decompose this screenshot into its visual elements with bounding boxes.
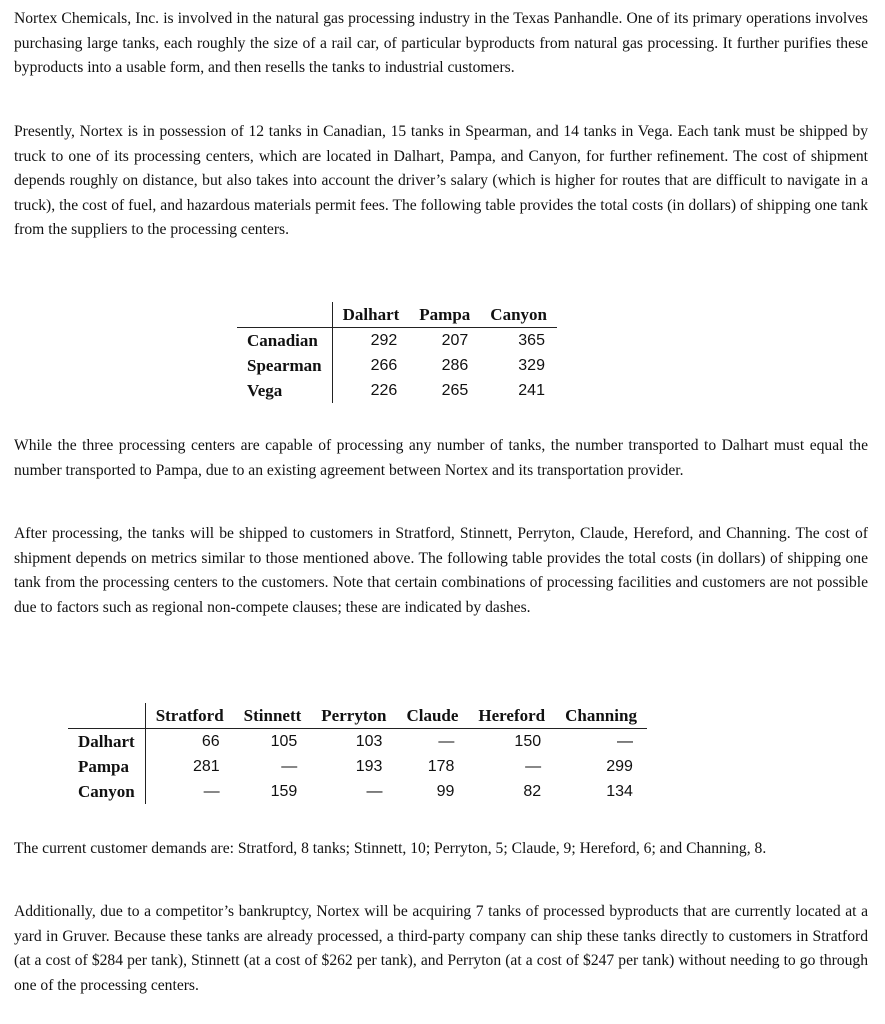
table-cell: 241 — [518, 382, 545, 399]
row-header: Canadian — [237, 328, 332, 354]
table-cell: — — [203, 783, 220, 800]
table-cell: 226 — [370, 382, 398, 399]
table-cell: 103 — [355, 733, 383, 750]
table-row — [237, 328, 557, 354]
column-header: Hereford — [468, 703, 555, 729]
table-cell: — — [281, 758, 298, 775]
table-cell: 193 — [355, 758, 383, 775]
row-header: Spearman — [237, 353, 332, 378]
paragraph-gruver: Additionally, due to a competitor’s bankruptcy, Nortex will be acquiring 7 tanks of processed byproducts that are currently located at a yard in Gruver. Because these tanks are already processed, a third-party company can ship these tanks directly to customers in Stratford (at a cost of $284 per tank), Stinnett (at a cost of $262 per tank), and Perryton (at a cost of $247 per tank) without needing to go through one of the processing centers. — [14, 903, 868, 994]
table-row — [68, 729, 647, 755]
table-corner — [237, 302, 332, 328]
table-cell: 286 — [441, 357, 469, 374]
table-cell: 292 — [370, 332, 398, 349]
table-cell: — — [616, 733, 633, 750]
column-header: Stratford — [145, 703, 233, 729]
row-header: Vega — [237, 378, 332, 403]
table-cell: 365 — [518, 332, 545, 349]
table-corner — [68, 703, 145, 729]
paragraph-customers: After processing, the tanks will be shipped to customers in Stratford, Stinnett, Perryton, Claude, Hereford, and Channing. The cost of shipment depends on metrics similar to those mentioned above. The following table provides the total costs (in dollars) of shipping one tank from the processing centers to the customers. Note that certain combinations of processing facilities and customers are not possible due to factors such as regional non-compete clauses; these are indicated by dashes. — [14, 525, 868, 616]
table-cell: 150 — [514, 733, 542, 750]
table-cell: 82 — [523, 783, 542, 800]
table-row — [237, 353, 557, 378]
supplier-to-center-cost-table — [237, 302, 557, 403]
table-cell: 105 — [270, 733, 298, 750]
row-header: Pampa — [68, 754, 145, 779]
table-cell: 329 — [518, 357, 545, 374]
table-cell: 281 — [192, 758, 220, 775]
row-header: Dalhart — [68, 729, 145, 755]
table-cell: — — [366, 783, 383, 800]
table-cell: 265 — [441, 382, 469, 399]
table-cell: — — [525, 758, 542, 775]
table-row — [68, 779, 647, 804]
paragraph-tank-locations: Presently, Nortex is in possession of 12 tanks in Canadian, 15 tanks in Spearman, and 14 tanks in Vega. Each tank must be shipped by truck to one of its processing centers, which are located in Dalhart, Pampa, and Canyon, for further refinement. The cost of shipment depends roughly on distance, but also takes into account the driver’s salary (which is higher for routes that are difficult to navigate in a truck), the cost of fuel, and hazardous materials permit fees. The following table provides the total costs (in dollars) of shipping one tank from the suppliers to the processing centers. — [14, 123, 868, 238]
table-row — [68, 754, 647, 779]
table-cell: 178 — [427, 758, 455, 775]
row-header: Canyon — [68, 779, 145, 804]
column-header: Channing — [555, 703, 647, 729]
table-cell: — — [438, 733, 455, 750]
table-cell: 66 — [201, 733, 220, 750]
column-header: Perryton — [311, 703, 396, 729]
column-header: Stinnett — [234, 703, 312, 729]
paragraph-intro: Nortex Chemicals, Inc. is involved in the natural gas processing industry in the Texas Panhandle. One of its primary operations involves purchasing large tanks, each roughly the size of a rail car, of particular byproducts from natural gas processing. It further purifies these byproducts into a usable form, and then resells the tanks to industrial customers. — [14, 10, 868, 76]
table-cell: 299 — [606, 758, 633, 775]
center-to-customer-cost-table — [68, 703, 647, 804]
paragraph-agreement: While the three processing centers are capable of processing any number of tanks, the number transported to Dalhart must equal the number transported to Pampa, due to an existing agreement between Nortex and its transportation provider. — [14, 437, 868, 479]
table-cell: 266 — [370, 357, 398, 374]
column-header: Canyon — [480, 302, 557, 328]
column-header: Claude — [396, 703, 468, 729]
table-cell: 134 — [606, 783, 633, 800]
paragraph-demands: The current customer demands are: Stratford, 8 tanks; Stinnett, 10; Perryton, 5; Claude, 9; Hereford, 6; and Channing, 8. — [14, 840, 767, 857]
table-cell: 207 — [441, 332, 469, 349]
table-cell: 159 — [270, 783, 298, 800]
column-header: Dalhart — [332, 302, 409, 328]
table-row — [237, 378, 557, 403]
column-header: Pampa — [409, 302, 480, 328]
table-cell: 99 — [436, 783, 455, 800]
